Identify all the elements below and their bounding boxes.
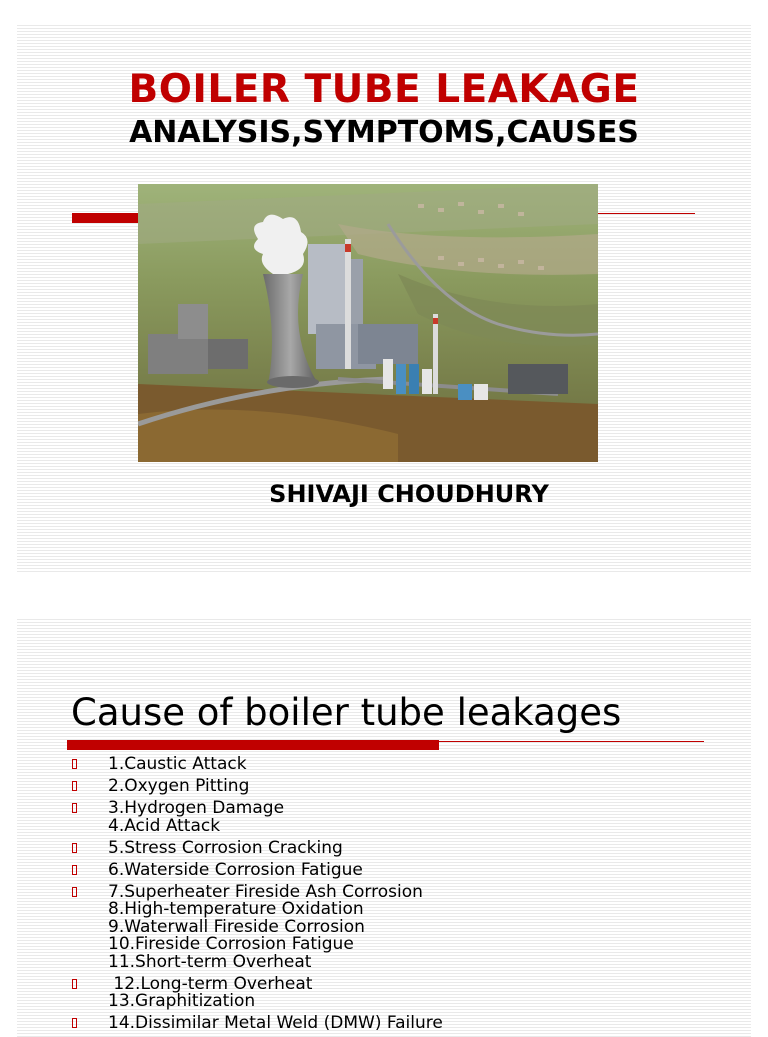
title-rule-thick bbox=[72, 213, 142, 223]
list-item: 8.High-temperature Oxidation bbox=[108, 899, 364, 919]
bullet-icon bbox=[72, 759, 77, 769]
list-item: 11.Short-term Overheat bbox=[108, 951, 312, 972]
list-item: 5.Stress Corrosion Cracking bbox=[69, 840, 749, 858]
list-item: 2.Oxygen Pitting bbox=[69, 778, 749, 796]
power-plant-photo bbox=[138, 184, 598, 462]
list-item: 13.Graphitization bbox=[108, 991, 256, 1011]
list-item: 10.Fireside Corrosion Fatigue bbox=[108, 934, 354, 954]
author-name: SHIVAJI CHOUDHURY bbox=[269, 480, 549, 508]
list-item: 14.Dissimilar Metal Weld (DMW) Failure bbox=[69, 1015, 749, 1033]
bullet-icon bbox=[72, 865, 77, 875]
bullet-icon bbox=[72, 843, 77, 853]
title-rule-thin bbox=[597, 213, 695, 214]
causes-list bbox=[69, 756, 749, 1033]
bullet-icon bbox=[72, 1018, 77, 1028]
list-item: 1.Caustic Attack bbox=[69, 756, 749, 774]
causes-rule-thin bbox=[439, 741, 704, 742]
causes-title: Cause of boiler tube leakages bbox=[71, 691, 622, 734]
causes-rule-thick bbox=[67, 740, 439, 750]
list-item: 9.Waterwall Fireside Corrosion bbox=[108, 916, 365, 937]
presentation-subtitle: ANALYSIS,SYMPTOMS,CAUSES bbox=[129, 115, 639, 150]
bullet-icon bbox=[72, 979, 77, 989]
slide-title bbox=[17, 23, 751, 572]
bullet-icon bbox=[72, 781, 77, 791]
list-item: 4.Acid Attack bbox=[108, 815, 221, 836]
bullet-icon bbox=[72, 887, 77, 897]
list-item: 7.Superheater Fireside Ash Corrosion bbox=[69, 884, 749, 902]
bullet-icon bbox=[72, 803, 77, 813]
slide-causes bbox=[17, 617, 751, 1037]
list-item: 6.Waterside Corrosion Fatigue bbox=[69, 862, 749, 880]
presentation-title: BOILER TUBE LEAKAGE bbox=[128, 67, 640, 112]
list-item: 3.Hydrogen Damage bbox=[69, 800, 749, 818]
list-item: 12.Long-term Overheat bbox=[69, 976, 749, 994]
